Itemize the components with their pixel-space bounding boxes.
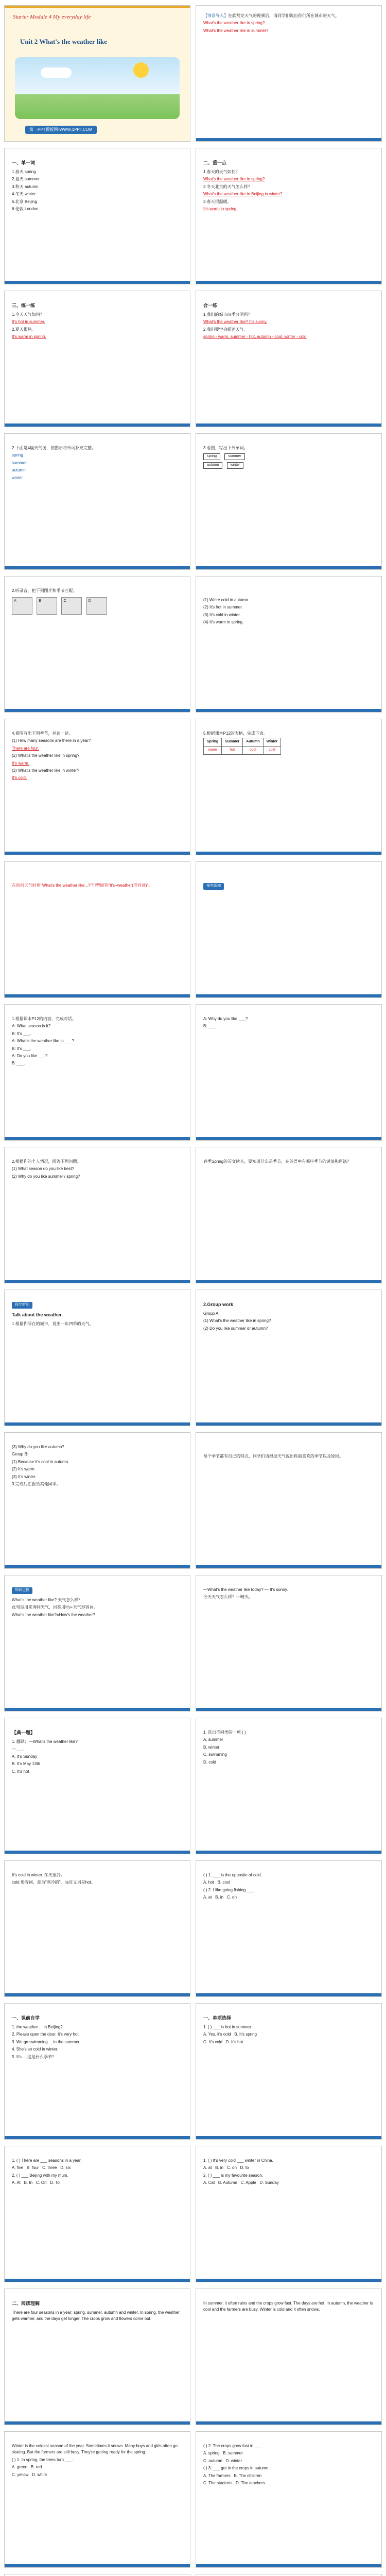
option: C. It's cold <box>203 2039 223 2044</box>
row-17 <box>0 2289 386 2425</box>
row-9 <box>0 1147 386 1283</box>
bottom-bar <box>5 709 190 712</box>
item-cn: 2.夏天很热。 <box>12 327 36 332</box>
q1: What's the weather like in spring? <box>203 21 265 26</box>
item-en: What's the weather like in Beijing in winter? <box>203 192 283 197</box>
option: D. It's hot <box>225 2039 243 2044</box>
option: B. four <box>26 2165 39 2171</box>
slide-15 <box>196 1004 382 1141</box>
bottom-bar <box>5 994 190 997</box>
slide-13 <box>4 861 190 998</box>
top-bar <box>5 6 190 8</box>
slide-16 <box>4 1147 190 1283</box>
bottom-bar <box>196 1708 381 1711</box>
row-6 <box>0 719 386 855</box>
bottom-bar <box>5 2421 190 2425</box>
dialog-line: A: What's the weather like in ___? <box>12 1039 74 1044</box>
vocab-item: 3.秋天 autumn <box>12 184 39 189</box>
picture-label: D <box>88 599 91 603</box>
picture <box>61 597 82 615</box>
cover-brand: 第一PPT模板网-WWW.1PPT.COM <box>25 126 97 134</box>
bottom-bar <box>196 1422 381 1426</box>
question: (3) What's the weather like in winter? <box>12 768 79 773</box>
item-cn: 2.冬天北京的天气怎么样？ <box>203 184 252 189</box>
slide-14 <box>4 1004 190 1141</box>
item-cn: 3.春天很温暖。 <box>203 199 232 204</box>
slide-21 <box>196 1432 382 1569</box>
option: A. Cat <box>203 2180 215 2185</box>
dialog-line: (1) What's the weather like in spring? <box>203 1318 271 1324</box>
table-header: Summer <box>222 738 243 747</box>
bottom-bar <box>196 852 381 855</box>
word-box: spring <box>203 453 220 460</box>
bottom-bar <box>196 2421 381 2425</box>
bottom-bar <box>196 1280 381 1283</box>
option: A. At <box>12 2180 21 2185</box>
slide-23 <box>196 1575 382 1711</box>
dialog-line: (1) Because it's cool in autumn. <box>12 1459 69 1464</box>
item-en: It's hot in summer. <box>12 319 45 325</box>
dialog-line: (2) Do you like summer or autumn? <box>203 1326 268 1331</box>
cover-illustration <box>15 57 180 119</box>
vocab-item: 4.冬天 winter <box>12 192 36 197</box>
list-item: 5. It's ... 这是什么季节？ <box>12 2054 56 2059</box>
item-en: It's warm in spring. <box>203 206 238 211</box>
word: spring <box>12 453 23 458</box>
option: C. swimming <box>203 1752 227 1757</box>
section-title: 【典一题】 <box>12 1730 36 1735</box>
list-item: 1. the weather ... in Beijing? <box>12 2024 63 2029</box>
option: A. summer <box>203 1737 223 1742</box>
question: ( ) 2. The crops grow fast in ___. <box>203 2444 263 2448</box>
option: D. winter <box>225 2458 242 2463</box>
table-cell: warm <box>204 747 222 755</box>
exercise-intro: 2.根据你的个人情况，回答下列问题。 <box>12 1159 81 1164</box>
bottom-bar <box>196 2136 381 2139</box>
option: D. six <box>60 2165 71 2171</box>
option: C. Apple <box>240 2180 256 2185</box>
question: (1) What season do you like best? <box>12 1166 74 1172</box>
bottom-bar <box>196 2564 381 2567</box>
option: B. Autumn <box>218 2180 237 2185</box>
slide-8 <box>196 433 382 570</box>
lead-in-label: 【情景导入】 <box>203 13 228 18</box>
dialog-line: (2) It's warm. <box>12 1467 36 1472</box>
lead-in-text: 在欣赏完天气的视频后，请同学们说出你们所在城市的天气。 <box>228 13 339 18</box>
slide-11 <box>4 719 190 855</box>
note-text: What's the weather like? 天气怎么样？ <box>12 1597 83 1602</box>
word-box: summer <box>224 453 244 460</box>
option: B. in <box>215 1895 224 1900</box>
passage-text: There are four seasons in a year: spring, summer, autumn and winter. In spring, the weather gets warmer, and the days get longer. The crops grow and flowers come out. <box>12 2310 180 2321</box>
slide-34 <box>4 2431 190 2568</box>
exercise-intro: 2.下面是4幅天气图，按图示将单词补充完整。 <box>12 446 96 450</box>
option: C. on <box>226 1895 237 1900</box>
section-title: 合一练 <box>203 303 218 308</box>
bottom-bar <box>196 2279 381 2282</box>
question: 2. ( ) ___ is my favourite season. <box>203 2173 264 2178</box>
slide-22 <box>4 1575 190 1711</box>
row-18 <box>0 2431 386 2568</box>
section-title: Talk about the weather <box>12 1312 62 1317</box>
table-header: Winter <box>263 738 281 747</box>
option: A. five <box>12 2165 24 2171</box>
word-box: winter <box>227 462 244 469</box>
row-1 <box>0 5 386 142</box>
bottom-bar <box>5 2279 190 2282</box>
question: ( ) 1. ___ is the opposite of cold. <box>203 1873 262 1877</box>
slide-13b <box>196 861 382 998</box>
slide-12 <box>196 719 382 855</box>
slide-2 <box>196 5 382 142</box>
dialog-line: B: ___. <box>12 1061 25 1066</box>
bottom-bar <box>196 566 381 569</box>
section-title: 2.Group work <box>203 1302 234 1307</box>
cover-module: Starter Module 4 My everyday life <box>13 14 91 20</box>
item-en: It's warm in spring. <box>12 334 46 340</box>
dialog-line: Group B: <box>12 1452 29 1457</box>
section-title: 一、单项选择 <box>203 2015 232 2021</box>
question: 1. 选出不同类的一项 ( ) <box>203 1730 246 1735</box>
item-cn: 1.我们的城市四季分明吗？ <box>203 312 252 317</box>
option: C. yellow <box>12 2472 29 2477</box>
bottom-bar <box>5 1993 190 1996</box>
answer-blank: —___. <box>12 1747 24 1752</box>
row-2 <box>0 148 386 284</box>
bottom-bar <box>5 1851 190 1854</box>
row-15 <box>0 2003 386 2140</box>
option: B. in <box>215 2165 224 2171</box>
row-13 <box>0 1718 386 1854</box>
sun-icon <box>133 62 149 78</box>
table-cell: hot <box>222 747 243 755</box>
option: A. at <box>203 1895 212 1900</box>
option: B. cool <box>217 1880 231 1885</box>
dialog-line: A: What season is it? <box>12 1024 51 1029</box>
item-cn: 1.春天的天气如何？ <box>203 169 240 174</box>
dialog-line: A: Do you like ___? <box>12 1053 48 1058</box>
answer: It's cold. <box>12 775 27 781</box>
slide-5 <box>4 291 190 427</box>
row-8 <box>0 1004 386 1141</box>
slide-37 <box>196 2574 382 2576</box>
slide-28 <box>4 2003 190 2140</box>
dialog-line: Group A: <box>203 1311 220 1316</box>
note-text: 每个季节都有自己的特点，同学们请根据天气说出你最喜欢的季节以及原因。 <box>203 1454 343 1459</box>
note-text: 春季Spring的英文读音，要知道什么是季节，在英语中有哪些季节的说法和用法？ <box>203 1159 352 1164</box>
bottom-bar <box>5 2136 190 2139</box>
exercise-intro: 2.听录音，把下列图片和季节匹配。 <box>12 588 77 593</box>
slide-7 <box>4 433 190 570</box>
bottom-bar <box>196 1851 381 1854</box>
item-en: What's the weather like in spring? <box>203 177 265 182</box>
option: B. The children <box>234 2473 262 2478</box>
table-header: Autumn <box>243 738 263 747</box>
option: D. cold <box>203 1759 216 1765</box>
question: 1. ( ) ___ is hot in summer. <box>203 2024 252 2029</box>
option: A. spring <box>203 2451 220 2456</box>
bottom-bar <box>5 1137 190 1140</box>
bottom-bar <box>5 2564 190 2567</box>
picture <box>12 597 32 615</box>
slide-32 <box>4 2289 190 2425</box>
row-12 <box>0 1575 386 1711</box>
option: B. It's May 13th <box>12 1761 40 1767</box>
question: 1. ( ) It's very cold ___ winter in China. <box>203 2158 273 2163</box>
option: C. It's hot <box>12 1769 29 1774</box>
note-text: What's the weather like?=How's the weather? <box>12 1612 95 1617</box>
slide-31 <box>196 2146 382 2282</box>
bottom-bar <box>5 1280 190 1283</box>
option: B. red <box>30 2465 42 2470</box>
bottom-bar <box>196 423 381 427</box>
option: A. at <box>203 2165 212 2171</box>
item-cn: 1.今天天气如何？ <box>12 312 44 317</box>
vocab-item: 5.北京 Beijing <box>12 199 37 204</box>
dialog-line: B: ___. <box>203 1024 217 1029</box>
season-table <box>203 738 281 755</box>
note-text: It's cold in winter. 冬天很冷。 <box>12 1873 65 1877</box>
dialog-line: 3.完成后汇报给其他同学。 <box>12 1481 61 1486</box>
question: 2. ( ) ___ Beijing with my mum. <box>12 2173 68 2178</box>
exercise-intro: 3.看图，写出下列单词。 <box>203 446 248 450</box>
slide-20 <box>4 1432 190 1569</box>
bottom-bar <box>5 852 190 855</box>
note-text: 1.根据你所在的城市，说出一年四季的天气。 <box>12 1321 94 1326</box>
section-title: 三、练一练 <box>12 303 36 308</box>
option: A. The farmers <box>203 2473 231 2478</box>
option: B. It's spring <box>234 2032 257 2037</box>
list-item: (1) We're cold in autumn. <box>203 598 249 602</box>
option: D. The teachers <box>236 2480 265 2485</box>
slide-4 <box>196 148 382 284</box>
section-title: 一、课前自学 <box>12 2015 40 2021</box>
bottom-bar <box>196 709 381 712</box>
section-tag: 探究新知 <box>203 883 224 890</box>
option: C. three <box>42 2165 57 2171</box>
slide-3 <box>4 148 190 284</box>
option: D. To <box>50 2180 60 2185</box>
question: ( ) 3. ___ get in the crops in autumn. <box>203 2466 270 2471</box>
row-10 <box>0 1290 386 1426</box>
slide-33 <box>196 2289 382 2425</box>
dialog-line: A: Why do you like ___? <box>203 1016 248 1021</box>
slide-27 <box>196 1860 382 1997</box>
list-item: 3. We go swimming ... in the summer. <box>12 2039 81 2044</box>
bottom-bar <box>196 138 381 141</box>
word-box: autumn <box>203 462 222 469</box>
note-text: cold 形容词，意为"寒冷的"，its反义词是hot。 <box>12 1880 95 1885</box>
picture-label: B <box>39 599 41 603</box>
exercise-intro: 1.根据课本P12的内容，完成对话。 <box>12 1016 76 1021</box>
option: A. Yes, it's cold <box>203 2032 231 2037</box>
vocab-item: 1.春天 spring <box>12 169 36 174</box>
vocab-item: 6.伦敦 London <box>12 206 39 211</box>
word: winter <box>12 475 23 480</box>
note-text: 今天天气怎么样？—晴天。 <box>203 1595 253 1600</box>
slide-35 <box>196 2431 382 2568</box>
picture <box>86 597 107 615</box>
slide-24 <box>4 1718 190 1854</box>
bottom-bar <box>5 423 190 427</box>
passage-text: Winter is the coldest season of the year. Sometimes it snows. Many boys and girls often go skating. But the farmers are still busy. They're getting ready for the spring. <box>12 2444 178 2455</box>
row-5 <box>0 576 386 713</box>
bottom-bar <box>5 1422 190 1426</box>
section-tag: 知识点拨 <box>12 1587 32 1594</box>
dialog-line: B: It's ___. <box>12 1046 31 1051</box>
slide-9 <box>4 576 190 713</box>
section-title: 二、阅读理解 <box>12 2301 40 2306</box>
option: B. winter <box>203 1744 220 1750</box>
slide-19 <box>196 1290 382 1426</box>
note-text: 此句型用来询问天气，回答用It's+天气形容词。 <box>12 1605 98 1610</box>
dialog-line: (3) Why do you like autumn? <box>12 1445 64 1449</box>
section-tag: 探究新知 <box>12 1302 32 1309</box>
row-16 <box>0 2146 386 2282</box>
question: (2) Why do you like summer / spring? <box>12 1174 80 1179</box>
slide-29 <box>196 2003 382 2140</box>
dialog-line: (3) It's winter. <box>12 1474 37 1479</box>
bottom-bar <box>5 1708 190 1711</box>
dialog-line: B: It's ___. <box>12 1031 31 1036</box>
vocab-item: 2.夏天 summer <box>12 177 40 182</box>
option: A. hot <box>203 1880 214 1885</box>
list-item: 4. She's so cold in winter. <box>12 2047 59 2052</box>
row-7 <box>0 861 386 998</box>
slide-cover <box>4 5 190 142</box>
word: summer <box>12 460 27 465</box>
row-14 <box>0 1860 386 1997</box>
answer: There are four. <box>12 745 39 751</box>
question: (2) What's the weather like in spring? <box>12 753 80 758</box>
bottom-bar <box>5 1565 190 1568</box>
exercise-intro: 5.根据课本P12的表格，完成下表。 <box>203 731 268 736</box>
slide-17 <box>196 1147 382 1283</box>
list-item: (4) It's warm in spring. <box>203 620 244 625</box>
slide-18 <box>4 1290 190 1426</box>
slide-25 <box>196 1718 382 1854</box>
option: B. In <box>24 2180 33 2185</box>
cover-unit: Unit 2 What's the weather like <box>20 38 107 45</box>
word: autumn <box>12 468 26 473</box>
slide-30 <box>4 2146 190 2282</box>
bottom-bar <box>196 1565 381 1568</box>
question: ( ) 1. In spring, the trees turn ___. <box>12 2457 73 2462</box>
option: C. The students <box>203 2480 233 2485</box>
question: ( ) 2. I like going fishing ___. <box>203 1887 255 1892</box>
bottom-bar <box>196 281 381 284</box>
picture-label: A <box>14 599 16 603</box>
section-title: 二、重一点 <box>203 160 227 165</box>
section-title: 一、单一词 <box>12 160 36 165</box>
picture-label: C <box>63 599 66 603</box>
table-header: Spring <box>204 738 222 747</box>
bottom-bar <box>196 1993 381 1996</box>
cloud-icon <box>41 67 72 78</box>
row-3 <box>0 291 386 427</box>
question: 1. 翻译：—What's the weather like? <box>12 1739 78 1744</box>
option: D. Sunday <box>259 2180 279 2185</box>
picture <box>37 597 57 615</box>
bottom-bar <box>196 994 381 997</box>
slide-36 <box>4 2574 190 2576</box>
bottom-bar <box>5 281 190 284</box>
question: 1. ( ) There are ___ seasons in a year. <box>12 2158 82 2163</box>
passage-text: In summer, it often rains and the crops grow fast. The days are hot. In autumn, the weather is cool and the farmers are busy. Winter is cold and it often snows. <box>203 2301 373 2312</box>
list-item: (3) It's cold in winter. <box>203 612 241 617</box>
option: A. green <box>12 2465 28 2470</box>
option: C. On <box>36 2180 47 2185</box>
bottom-bar <box>5 566 190 569</box>
bottom-bar <box>196 1137 381 1140</box>
row-11 <box>0 1432 386 1569</box>
slide-6 <box>196 291 382 427</box>
note-text: —What's the weather like today? — It's sunny. <box>203 1587 288 1592</box>
answer: It's warm. <box>12 760 29 766</box>
option: D. white <box>32 2472 47 2477</box>
q2: What's the weather like in summer? <box>203 28 269 33</box>
table-cell: cold <box>263 747 281 755</box>
option: C. on <box>226 2165 237 2171</box>
row-4 <box>0 433 386 570</box>
slide-10 <box>196 576 382 713</box>
question: (1) How many seasons are there in a year? <box>12 738 91 743</box>
row-19 <box>0 2574 386 2576</box>
option: D. to <box>240 2165 249 2171</box>
table-cell: cool <box>243 747 263 755</box>
slide-26 <box>4 1860 190 1997</box>
list-item: (2) It's hot in summer. <box>203 605 243 610</box>
item-en: What's the weather like? It's sunny. <box>203 319 268 325</box>
list-item: 2. Please open the door. It's very hot. <box>12 2032 80 2037</box>
item-en: spring - warm, summer - hot, autumn - cool, winter - cold <box>203 334 307 340</box>
item-cn: 2.我们要学会描述天气。 <box>203 327 248 332</box>
exercise-intro: 4.看图写出下列季节，并读一读。 <box>12 731 73 736</box>
option: A. It's Sunday <box>12 1754 38 1759</box>
option: B. summer <box>223 2451 243 2456</box>
option: C. autumn <box>203 2458 222 2463</box>
summary-text: 在询问天气时用"What's the weather like...?"句型回答"It's+weather(形容词)"。 <box>12 883 153 888</box>
